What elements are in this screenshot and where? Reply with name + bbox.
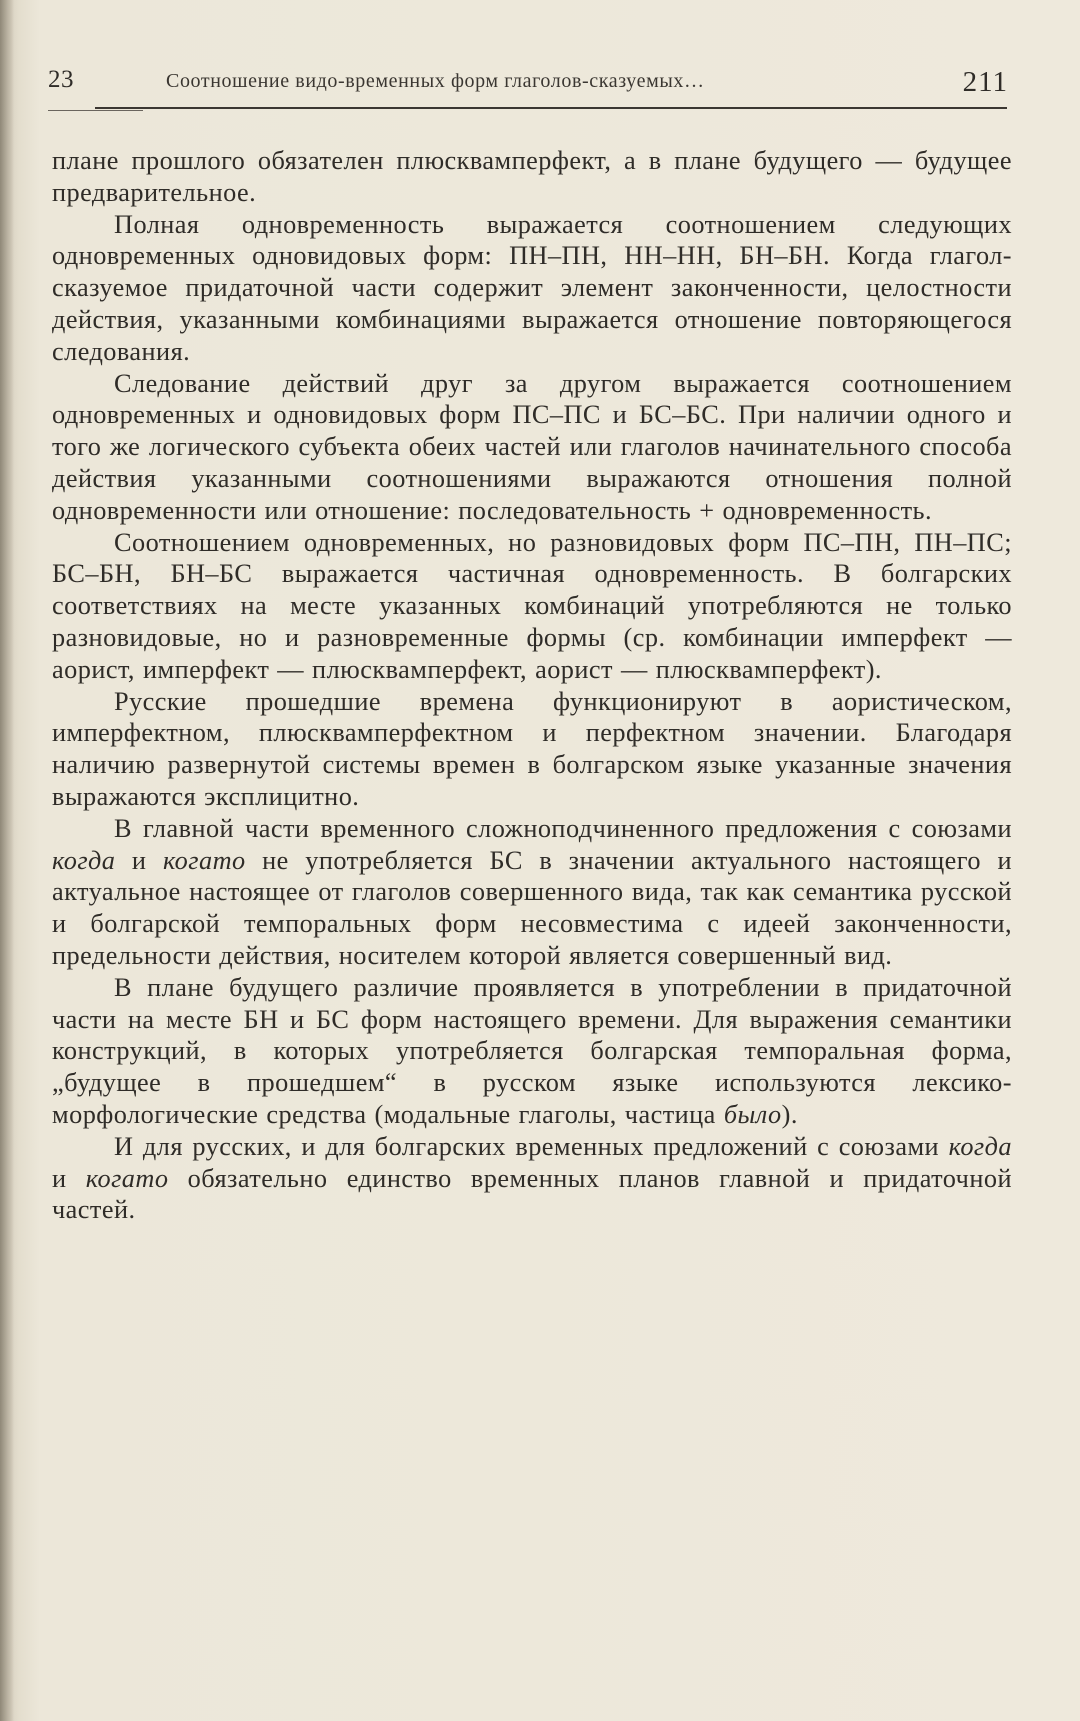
text-run: В плане будущего различие проявляется в употреблении в придаточной части на месте БН и БС форм настоящего времени. Для выражения семантики конструкций, в которых употребляется болгарская темпоральная форма, „будущее в прошедшем“ в русском языке используются лексико-морфологические средства (модальные глаголы, частица <box>52 972 1012 1129</box>
paragraph: Соотношением одновременных, но разновидовых форм ПС–ПН, ПН–ПС; БС–БН, БН–БС выражается частичная одновременность. В болгарских соответствиях на месте указанных комбинаций употребляются не только разновидовые, но и разновременные формы (ср. комбинации имперфект — аорист, имперфект — плюсквамперфект, аорист — плюсквамперфект). <box>52 527 1012 684</box>
book-spine-shadow <box>0 0 14 1721</box>
italic-term: когда <box>52 845 116 875</box>
italic-term: было <box>723 1099 782 1129</box>
body-text <box>52 145 1012 1226</box>
text-run: И для русских, и для болгарских временных предложений с союзами <box>114 1131 949 1161</box>
paragraph <box>52 972 1012 1131</box>
header-rule <box>95 107 1007 109</box>
header-rule-left <box>48 110 143 111</box>
running-title: Соотношение видо-временных форм глаголов-сказуемых… <box>166 70 705 92</box>
text-run: и <box>52 1163 86 1193</box>
italic-term: когда <box>948 1131 1012 1161</box>
paragraph: Полная одновременность выражается соотношением следующих одновременных одновидовых форм: ПН–ПН, НН–НН, БН–БН. Когда глагол-сказуемое придаточной части содержит элемент законченности, целостности действия, указанными комбинациями выражается отношение повторяющегося следования. <box>52 209 1012 366</box>
page-number: 211 <box>962 66 1008 98</box>
paragraph <box>52 1131 1012 1226</box>
paragraph: Следование действий друг за другом выражается соотношением одновременных и одновидовых форм ПС–ПС и БС–БС. При наличии одного и того же логического субъекта обеих частей или глаголов начинательного способа действия указанными соотношениями выражаются отношения полной одновременности или отношение: последовательность + одновременность. <box>52 368 1012 525</box>
text-run: обязательно единство временных планов главной и придаточной частей. <box>52 1163 1012 1225</box>
paragraph: плане прошлого обязателен плюсквамперфект, а в плане будущего — будущее предварительное. <box>52 146 1012 207</box>
text-run: и <box>115 845 163 875</box>
paragraph: Русские прошедшие времена функционируют в аористическом, имперфектном, плюсквамперфектном и перфектном значении. Благодаря наличию развернутой системы времен в болгарском языке указанные значения выражаются эксплицитно. <box>52 686 1012 811</box>
italic-term: когато <box>85 1163 169 1193</box>
text-run: не употребляется БС в значении актуального настоящего и актуальное настоящее от глаголов совершенного вида, так как семантика русской и болгарской темпоральных форм несовместима с идеей законченности, предельности действия, носителем которой является совершенный вид. <box>52 845 1012 970</box>
page-header <box>48 66 1008 106</box>
text-run: ). <box>781 1099 798 1129</box>
section-number: 23 <box>48 66 74 93</box>
paragraph <box>52 813 1012 972</box>
text-run: В главной части временного сложноподчиненного предложения с союзами <box>114 813 1012 843</box>
italic-term: когато <box>162 845 246 875</box>
